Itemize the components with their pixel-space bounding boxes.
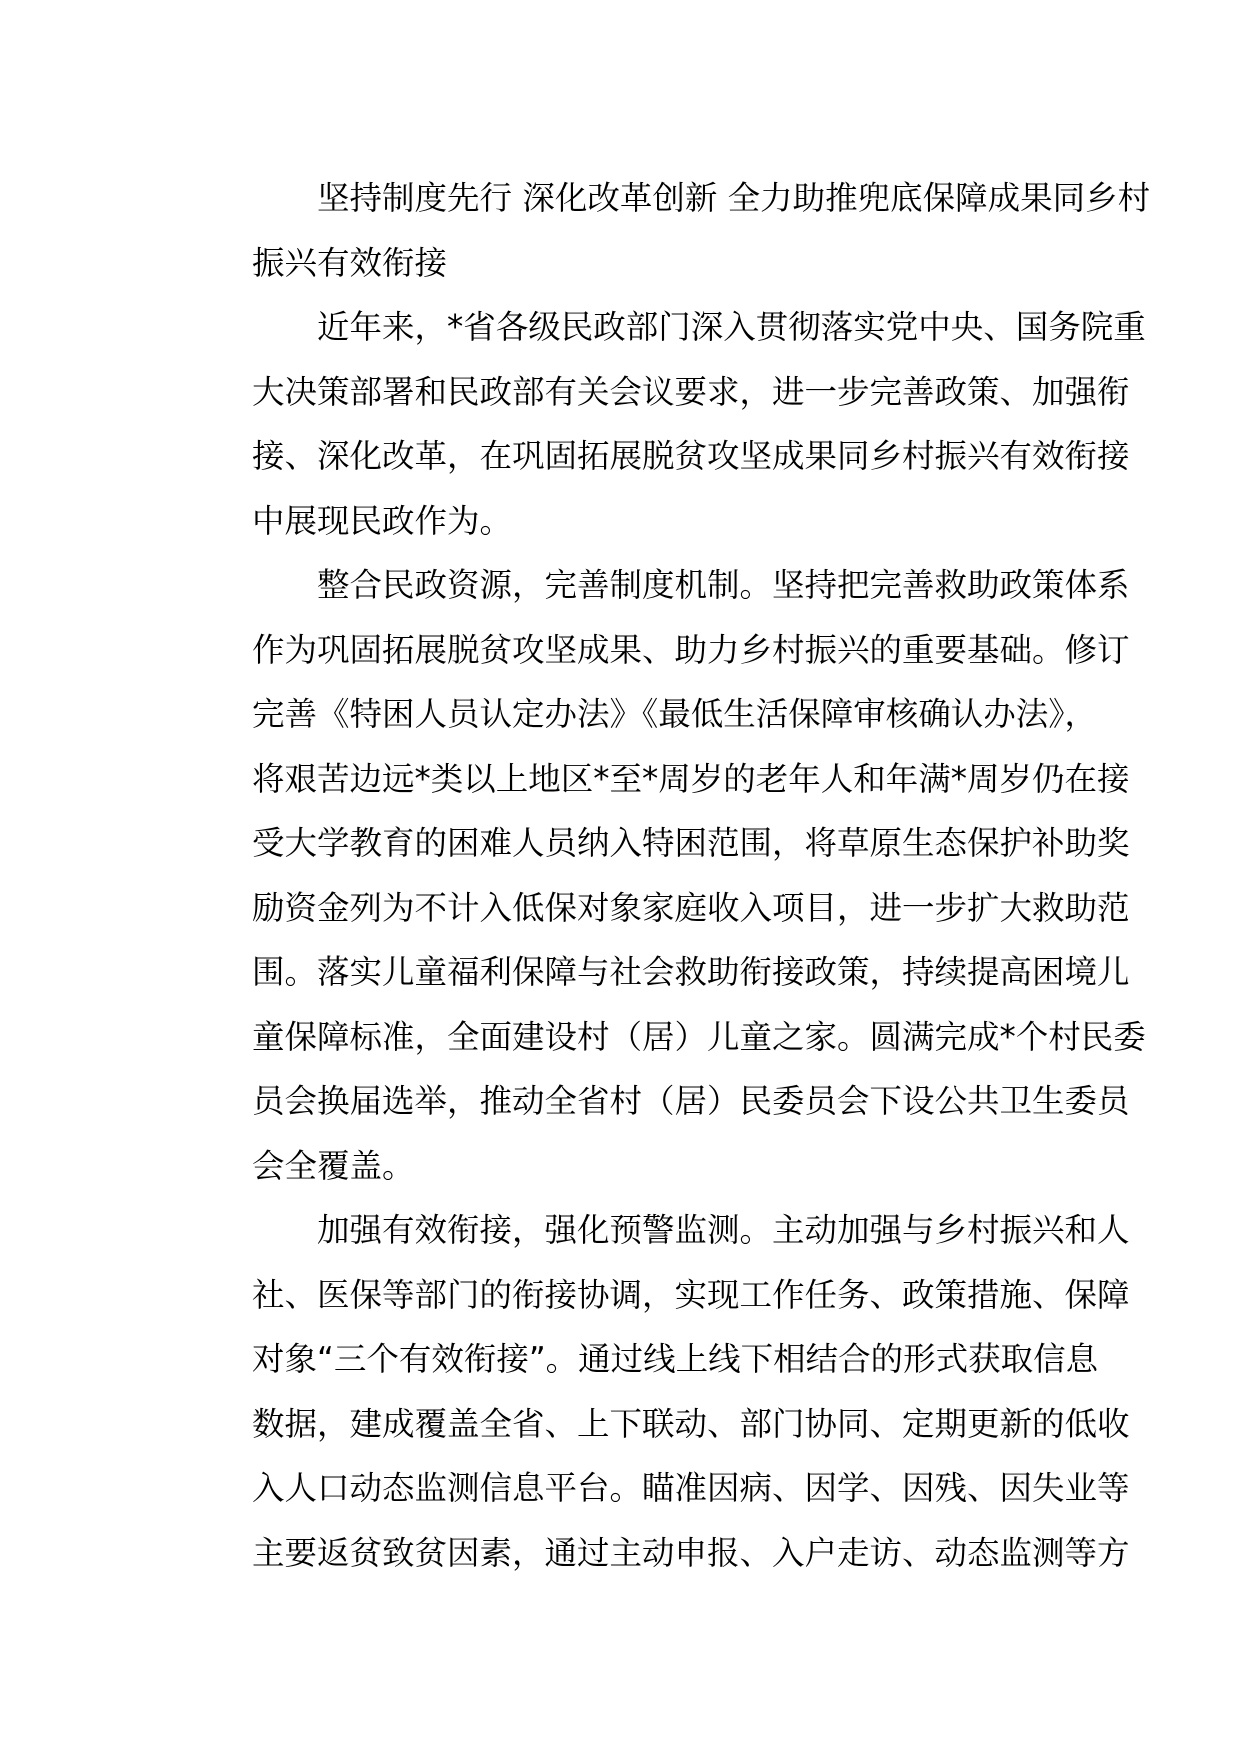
text-line: 整合民政资源，完善制度机制。坚持把完善救助政策体系	[317, 566, 1130, 604]
document-title	[187, 166, 1151, 295]
text-line: 大决策部署和民政部有关会议要求，进一步完善政策、加强衔	[252, 372, 1130, 411]
text-line: 员会换届选举，推动全省村（居）民委员会下设公共卫生委员	[252, 1082, 1130, 1120]
text-line: 受大学教育的困难人员纳入特困范围，将草原生态保护补助奖	[252, 824, 1130, 862]
title-line: 振兴有效衔接	[252, 243, 448, 282]
text-line: 励资金列为不计入低保对象家庭收入项目，进一步扩大救助范	[252, 888, 1130, 927]
text-line: 近年来，*省各级民政部门深入贯彻落实党中央、国务院重	[317, 308, 1146, 346]
text-line: 完善《特困人员认定办法》《最低生活保障审核确认办法》，	[252, 695, 1098, 733]
paragraph-monitoring	[187, 1198, 1130, 1585]
text-line: 入人口动态监测信息平台。瞄准因病、因学、因残、因失业等	[252, 1469, 1130, 1507]
title-line: 坚持制度先行 深化改革创新 全力助推兜底保障成果同乡村	[317, 179, 1151, 217]
text-line: 加强有效衔接，强化预警监测。主动加强与乡村振兴和人	[317, 1211, 1130, 1249]
text-line: 作为巩固拓展脱贫攻坚成果、助力乡村振兴的重要基础。修订	[252, 630, 1130, 669]
text-line: 对象“三个有效衔接”。通过线上线下相结合的形式获取信息	[252, 1340, 1099, 1378]
text-line: 社、医保等部门的衔接协调，实现工作任务、政策措施、保障	[252, 1275, 1130, 1314]
document-body	[187, 166, 1151, 1585]
text-line: 围。落实儿童福利保障与社会救助衔接政策，持续提高困境儿	[252, 953, 1130, 991]
text-line: 将艰苦边远*类以上地区*至*周岁的老年人和年满*周岁仍在接	[252, 759, 1130, 798]
text-line: 童保障标准，全面建设村（居）儿童之家。圆满完成*个村民委	[252, 1017, 1146, 1056]
text-line: 主要返贫致贫因素，通过主动申报、入户走访、动态监测等方	[252, 1533, 1130, 1572]
paragraph-resources	[187, 553, 1146, 1198]
text-line: 接、深化改革，在巩固拓展脱贫攻坚成果同乡村振兴有效衔接	[252, 437, 1130, 475]
text-line: 中展现民政作为。	[252, 501, 513, 540]
paragraph-intro	[187, 295, 1146, 553]
text-line: 会全覆盖。	[252, 1146, 415, 1185]
text-line: 数据，建成覆盖全省、上下联动、部门协同、定期更新的低收	[252, 1404, 1130, 1443]
